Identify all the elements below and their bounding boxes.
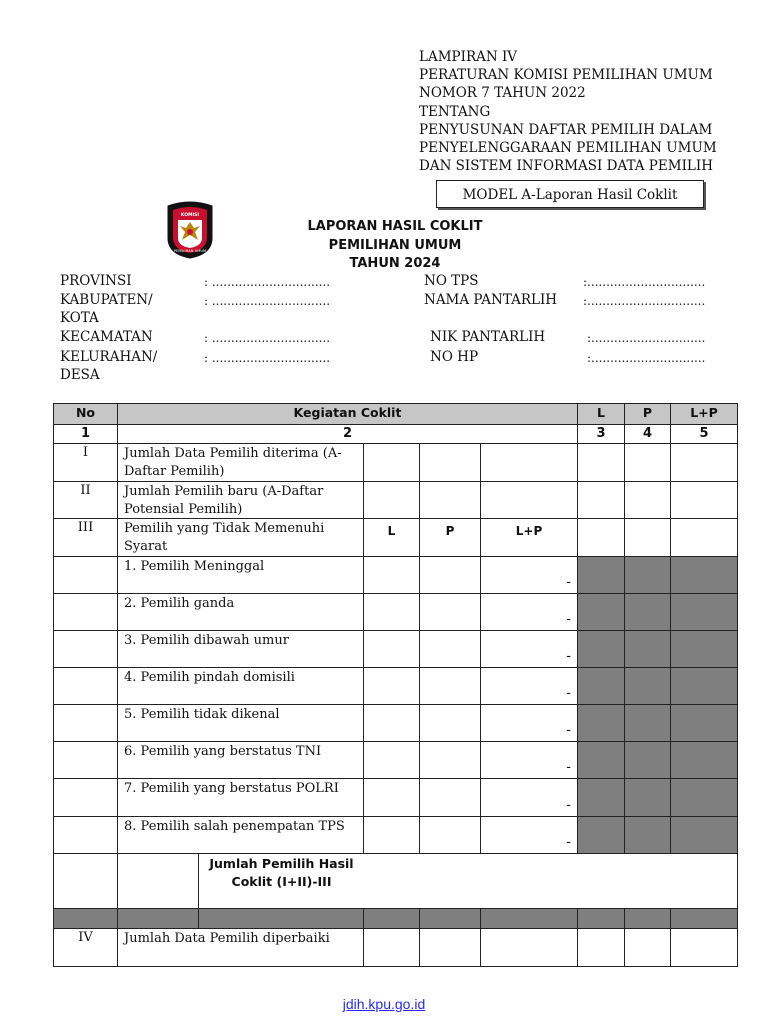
item-text: 8. Pemilih salah penempatan TPS (118, 817, 364, 854)
item-text: 2. Pemilih ganda (118, 594, 364, 631)
dash-value: - (481, 742, 578, 779)
field-value[interactable]: : ............................... (204, 275, 331, 289)
input-cell[interactable] (364, 557, 420, 594)
row-no: II (54, 482, 118, 519)
input-cell[interactable] (625, 482, 671, 519)
input-cell[interactable] (481, 444, 578, 482)
row-no: I (54, 444, 118, 482)
input-cell[interactable] (420, 482, 481, 519)
input-cell[interactable] (364, 742, 420, 779)
lampiran-line: NOMOR 7 TAHUN 2022 (419, 85, 586, 102)
table-row (54, 444, 738, 482)
input-cell[interactable] (420, 929, 481, 967)
input-cell[interactable] (420, 817, 481, 854)
dash-value: - (481, 668, 578, 705)
field-value[interactable]: : ............................... (204, 331, 331, 345)
field-label-cont: KOTA (60, 310, 99, 326)
field-value[interactable]: :............................... (583, 275, 706, 289)
report-title (276, 218, 514, 274)
dash-value: - (481, 779, 578, 817)
kpu-logo-icon (162, 200, 218, 260)
lampiran-line: PENYELENGGARAAN PEMILIHAN UMUM (419, 140, 717, 157)
input-cell[interactable] (364, 482, 420, 519)
footer (0, 996, 768, 1012)
input-cell[interactable] (420, 705, 481, 742)
sub-header-l: L (364, 519, 420, 557)
item-text: 1. Pemilih Meninggal (118, 557, 364, 594)
input-cell[interactable] (364, 929, 420, 967)
input-cell[interactable] (364, 668, 420, 705)
input-cell[interactable] (364, 594, 420, 631)
title-line-2: PEMILIHAN UMUM (328, 237, 462, 253)
coklit-table (53, 403, 738, 967)
title-line-3: TAHUN 2024 (349, 256, 441, 271)
model-label-box: MODEL A-Laporan Hasil Coklit (436, 180, 704, 208)
header-no: No (54, 404, 118, 425)
footer-link[interactable]: jdih.kpu.go.id (342, 996, 426, 1012)
field-label: NAMA PANTARLIH (424, 292, 558, 308)
row-text: Pemilih yang Tidak Memenuhi Syarat (118, 519, 364, 557)
lampiran-line: LAMPIRAN IV (419, 49, 518, 65)
col-number: 2 (118, 425, 578, 444)
field-label-cont: DESA (60, 367, 100, 383)
input-cell[interactable] (364, 444, 420, 482)
item-row (54, 705, 738, 742)
header-l: L (578, 404, 625, 425)
header-kegiatan: Kegiatan Coklit (118, 404, 578, 425)
item-row (54, 594, 738, 631)
field-label: PROVINSI (60, 273, 132, 289)
input-cell[interactable] (420, 742, 481, 779)
item-text: 7. Pemilih yang berstatus POLRI (118, 779, 364, 817)
input-cell[interactable] (364, 817, 420, 854)
input-cell[interactable] (364, 779, 420, 817)
lampiran-line: DAN SISTEM INFORMASI DATA PEMILIH (419, 158, 713, 175)
item-text: 6. Pemilih yang berstatus TNI (118, 742, 364, 779)
field-value[interactable]: :............................... (583, 294, 706, 308)
item-row (54, 557, 738, 594)
input-cell[interactable] (420, 594, 481, 631)
field-value[interactable]: :.............................. (587, 351, 706, 365)
lampiran-block (419, 48, 717, 175)
input-cell[interactable] (671, 444, 738, 482)
row-text: Jumlah Data Pemilih diperbaiki (118, 929, 364, 967)
col-number: 4 (625, 425, 671, 444)
field-label: KABUPATEN/ (60, 292, 153, 308)
table-row (54, 929, 738, 967)
input-cell[interactable] (625, 444, 671, 482)
table-row (54, 519, 738, 557)
col-number: 3 (578, 425, 625, 444)
table-header-row (54, 404, 738, 425)
logo-bottom-text: PEMILIHAN UMUM (173, 249, 207, 253)
dash-value: - (481, 705, 578, 742)
field-value[interactable]: : ............................... (204, 351, 331, 365)
input-cell[interactable] (420, 779, 481, 817)
input-cell[interactable] (671, 519, 738, 557)
input-cell[interactable] (420, 631, 481, 668)
sub-header-lp: L+P (481, 519, 578, 557)
input-cell[interactable] (578, 482, 625, 519)
lampiran-line: TENTANG (419, 103, 491, 120)
row-no: III (54, 519, 118, 557)
field-label: KELURAHAN/ (60, 349, 158, 365)
input-cell[interactable] (578, 929, 625, 967)
input-cell[interactable] (420, 557, 481, 594)
sub-header-p: P (420, 519, 481, 557)
input-cell[interactable] (578, 444, 625, 482)
dash-value: - (481, 817, 578, 854)
logo-top-text: KOMISI (180, 213, 200, 218)
summary-text: Jumlah Pemilih Hasil Coklit (I+II)-III (209, 856, 354, 889)
dash-value: - (481, 631, 578, 668)
col-number: 5 (671, 425, 738, 444)
item-text: 5. Pemilih tidak dikenal (118, 705, 364, 742)
col-number: 1 (54, 425, 118, 444)
item-text: 3. Pemilih dibawah umur (118, 631, 364, 668)
input-cell[interactable] (671, 929, 738, 967)
summary-row (54, 854, 738, 909)
separator-row (54, 909, 738, 929)
item-row (54, 817, 738, 854)
item-row (54, 779, 738, 817)
input-cell[interactable] (420, 444, 481, 482)
field-value[interactable]: :.............................. (587, 331, 706, 345)
input-cell[interactable] (481, 929, 578, 967)
input-cell[interactable] (364, 705, 420, 742)
row-text: Jumlah Pemilih baru (A-Daftar Potensial Pemilih) (118, 482, 364, 519)
header-lp: L+P (671, 404, 738, 425)
item-row (54, 742, 738, 779)
field-label: NIK PANTARLIH (430, 329, 546, 345)
column-number-row (54, 425, 738, 444)
input-cell[interactable] (625, 519, 671, 557)
input-cell[interactable] (671, 482, 738, 519)
lampiran-line: PENYUSUNAN DAFTAR PEMILIH DALAM (419, 121, 713, 138)
item-text: 4. Pemilih pindah domisili (118, 668, 364, 705)
field-label: NO TPS (424, 273, 479, 289)
input-cell[interactable] (420, 668, 481, 705)
input-cell[interactable] (481, 482, 578, 519)
row-no: IV (54, 929, 118, 967)
input-cell[interactable] (578, 519, 625, 557)
lampiran-line: PERATURAN KOMISI PEMILIHAN UMUM (419, 67, 713, 84)
field-value[interactable]: : ............................... (204, 294, 331, 308)
dash-value: - (481, 594, 578, 631)
header-p: P (625, 404, 671, 425)
field-label: NO HP (430, 349, 479, 365)
row-text: Jumlah Data Pemilih diterima (A-Daftar Pemilih) (118, 444, 364, 482)
item-row (54, 668, 738, 705)
input-cell[interactable] (625, 929, 671, 967)
table-row (54, 482, 738, 519)
dash-value: - (481, 557, 578, 594)
input-cell[interactable] (364, 631, 420, 668)
field-label: KECAMATAN (60, 329, 153, 345)
item-row (54, 631, 738, 668)
title-line-1: LAPORAN HASIL COKLIT (307, 219, 483, 234)
